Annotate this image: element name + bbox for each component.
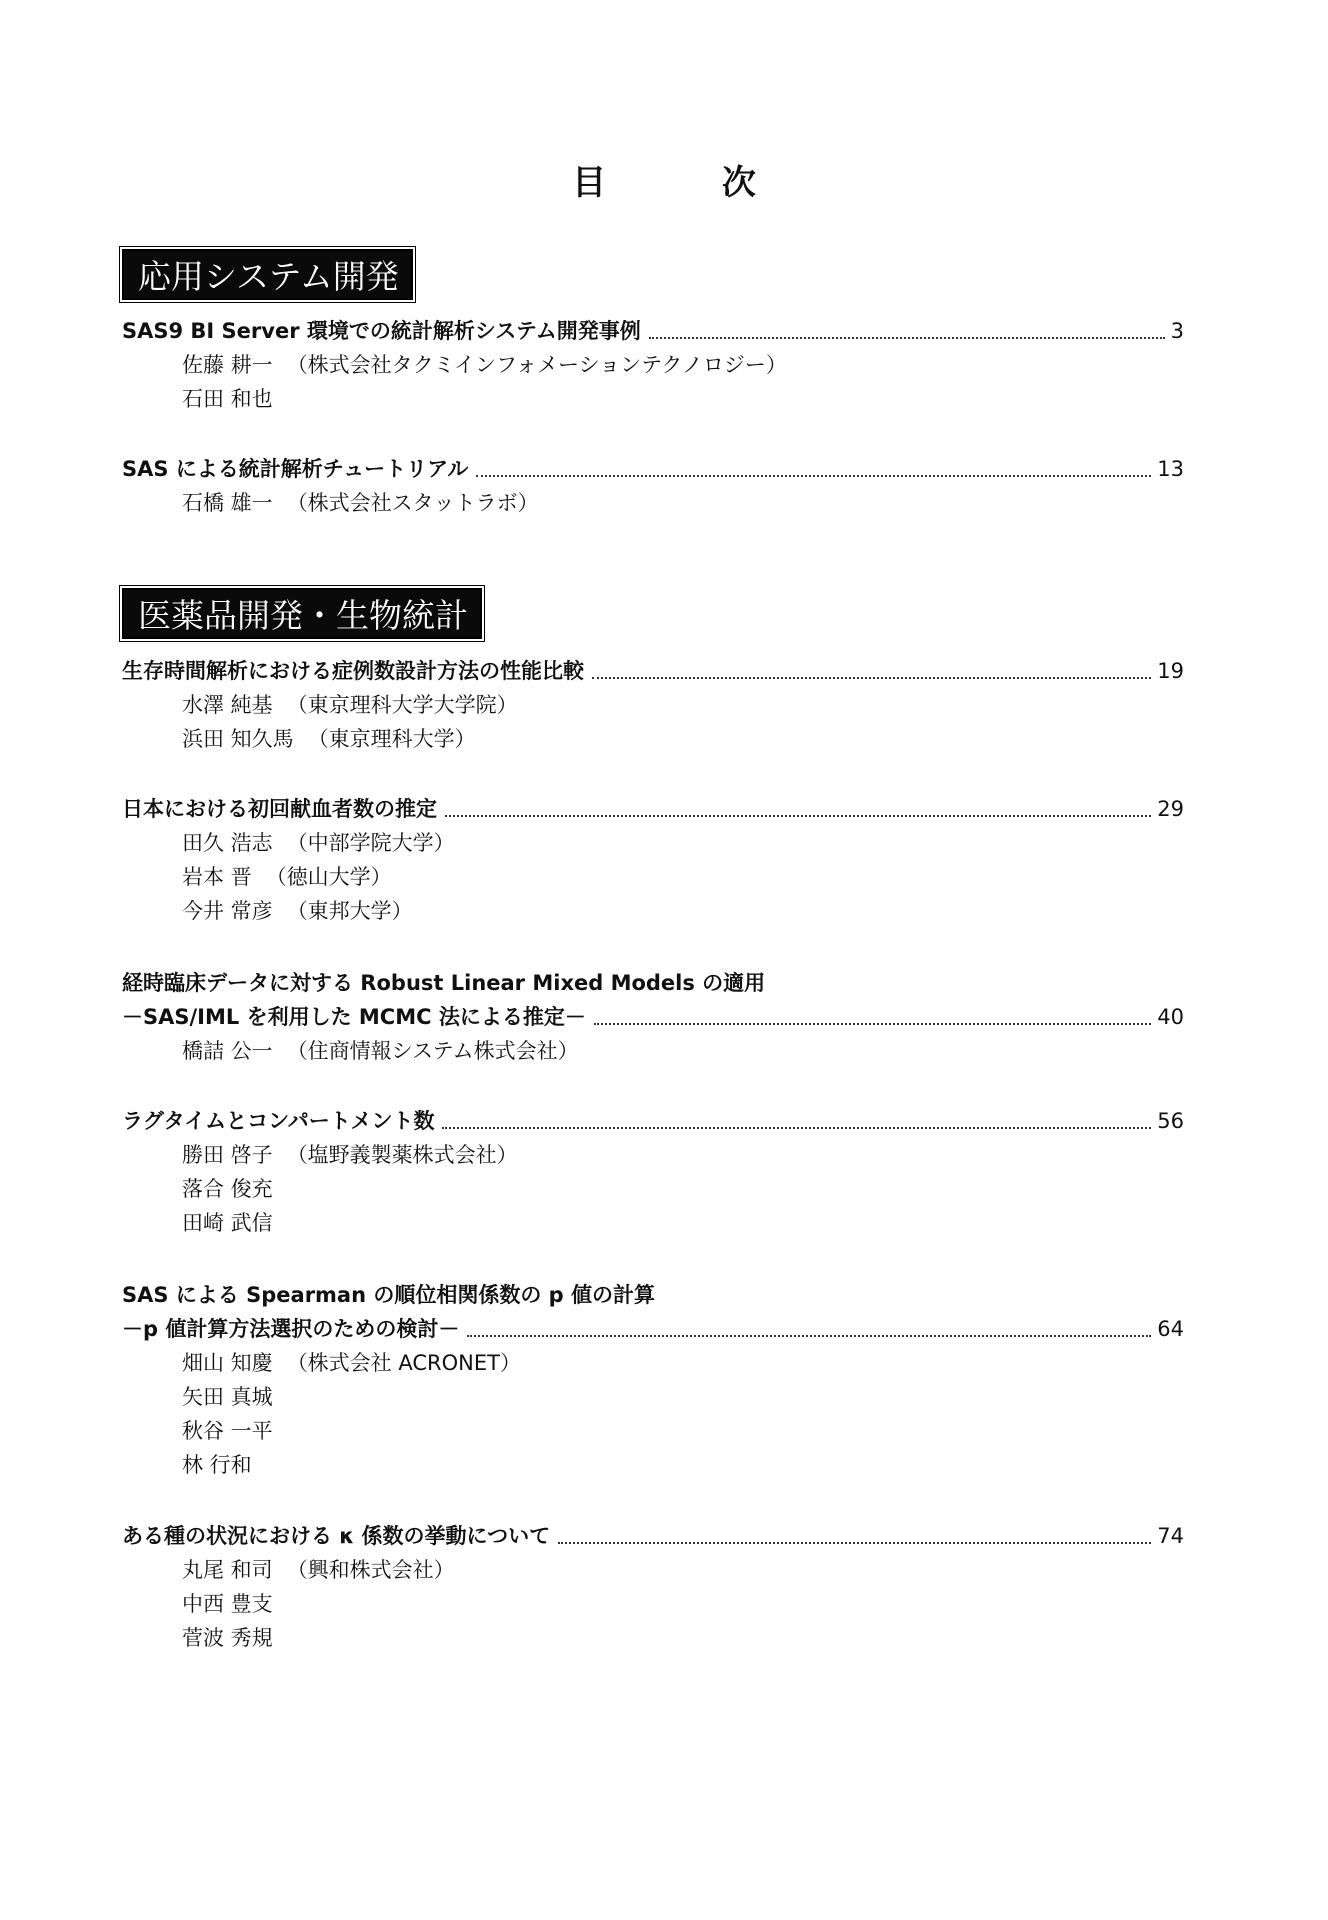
page-number[interactable]: 19 <box>1157 659 1184 683</box>
page-number[interactable]: 13 <box>1157 457 1184 481</box>
entry-title-line[interactable] <box>122 452 1184 486</box>
author-name: 今井 常彦 <box>182 899 273 923</box>
author-line <box>122 1587 1184 1621</box>
entry-title[interactable]: ラグタイムとコンパートメント数 <box>122 1109 435 1133</box>
author-line <box>122 722 1184 756</box>
entry-title-line[interactable] <box>122 314 1184 348</box>
leader-dots <box>592 675 1151 679</box>
author-name: 秋谷 一平 <box>182 1419 273 1443</box>
author-affiliation: （塩野義製薬株式会社） <box>286 1143 518 1167</box>
author-name: 田久 浩志 <box>182 831 273 855</box>
page-title: 目 次 <box>572 163 808 203</box>
author-line <box>122 1346 1184 1380</box>
entry-title-line[interactable] <box>122 1519 1184 1553</box>
author-affiliation: （東京理科大学大学院） <box>286 693 518 717</box>
author-affiliation: （東邦大学） <box>286 899 413 923</box>
author-name: 橋詰 公一 <box>182 1039 273 1063</box>
author-line <box>122 486 1184 520</box>
toc-entry[interactable] <box>122 452 1184 520</box>
author-name: 畑山 知慶 <box>182 1351 273 1375</box>
author-line <box>122 1172 1184 1206</box>
author-name: 石橋 雄一 <box>182 491 273 515</box>
author-affiliation: （住商情報システム株式会社） <box>286 1039 579 1063</box>
toc-entry[interactable] <box>122 1104 1184 1240</box>
entry-title-line[interactable] <box>122 654 1184 688</box>
author-affiliation: （中部学院大学） <box>286 831 455 855</box>
author-line <box>122 1448 1184 1482</box>
entry-subtitle-line[interactable] <box>122 1000 1184 1034</box>
toc-entry[interactable] <box>122 966 1184 1068</box>
page-number[interactable]: 29 <box>1157 797 1184 821</box>
entry-title[interactable]: SAS による統計解析チュートリアル <box>122 457 469 481</box>
toc-entry[interactable] <box>122 1519 1184 1655</box>
section-heading-application-system: 応用システム開発 <box>122 249 413 300</box>
author-line <box>122 1206 1184 1240</box>
entry-title-line[interactable] <box>122 1278 1184 1312</box>
entry-subtitle-line[interactable] <box>122 1312 1184 1346</box>
entry-title[interactable]: ある種の状況における κ 係数の挙動について <box>122 1524 551 1548</box>
leader-dots <box>442 1125 1151 1129</box>
author-line <box>122 1380 1184 1414</box>
author-affiliation: （株式会社 ACRONET） <box>286 1351 521 1375</box>
entry-title[interactable]: 経時臨床データに対する Robust Linear Mixed Models の適用 <box>122 971 766 995</box>
page-number[interactable]: 74 <box>1157 1524 1184 1548</box>
author-line <box>122 1621 1184 1655</box>
entry-title[interactable]: 生存時間解析における症例数設計方法の性能比較 <box>122 659 584 683</box>
author-line <box>122 860 1184 894</box>
leader-dots <box>594 1021 1151 1025</box>
author-name: 石田 和也 <box>182 387 273 411</box>
author-name: 田崎 武信 <box>182 1211 273 1235</box>
entry-title-line[interactable] <box>122 792 1184 826</box>
page-number[interactable]: 64 <box>1157 1317 1184 1341</box>
author-line <box>122 688 1184 722</box>
author-name: 落合 俊充 <box>182 1177 273 1201</box>
author-name: 岩本 晋 <box>182 865 252 889</box>
leader-dots <box>558 1540 1151 1544</box>
author-name: 丸尾 和司 <box>182 1558 273 1582</box>
entry-title[interactable]: SAS9 BI Server 環境での統計解析システム開発事例 <box>122 319 641 343</box>
author-name: 水澤 純基 <box>182 693 273 717</box>
author-name: 中西 豊支 <box>182 1592 273 1616</box>
entry-title-line[interactable] <box>122 1104 1184 1138</box>
author-name: 勝田 啓子 <box>182 1143 273 1167</box>
author-affiliation: （株式会社スタットラボ） <box>286 491 539 515</box>
author-line <box>122 1414 1184 1448</box>
author-name: 林 行和 <box>182 1453 252 1477</box>
page-number[interactable]: 3 <box>1170 319 1184 343</box>
entry-title-line[interactable] <box>122 966 1184 1000</box>
toc-entry[interactable] <box>122 792 1184 928</box>
author-line <box>122 348 1184 382</box>
author-affiliation: （株式会社タクミインフォメーションテクノロジー） <box>286 353 787 377</box>
leader-dots <box>467 1333 1151 1337</box>
author-name: 佐藤 耕一 <box>182 353 273 377</box>
page-number[interactable]: 56 <box>1157 1109 1184 1133</box>
entry-subtitle[interactable]: －p 値計算方法選択のための検討－ <box>122 1317 460 1341</box>
author-line <box>122 826 1184 860</box>
section-heading-drug-development: 医薬品開発・生物統計 <box>122 588 482 639</box>
author-line <box>122 894 1184 928</box>
entry-title[interactable]: SAS による Spearman の順位相関係数の p 値の計算 <box>122 1283 656 1307</box>
author-line <box>122 382 1184 416</box>
author-affiliation: （徳山大学） <box>265 865 392 889</box>
author-name: 矢田 真城 <box>182 1385 273 1409</box>
toc-entry[interactable] <box>122 654 1184 756</box>
author-line <box>122 1553 1184 1587</box>
entry-subtitle[interactable]: －SAS/IML を利用した MCMC 法による推定－ <box>122 1005 586 1029</box>
author-line <box>122 1138 1184 1172</box>
author-line <box>122 1034 1184 1068</box>
author-affiliation: （興和株式会社） <box>286 1558 455 1582</box>
author-affiliation: （東京理科大学） <box>307 727 476 751</box>
leader-dots <box>476 473 1151 477</box>
author-name: 菅波 秀規 <box>182 1626 273 1650</box>
toc-entry[interactable] <box>122 1278 1184 1482</box>
leader-dots <box>649 335 1165 339</box>
page-number[interactable]: 40 <box>1157 1005 1184 1029</box>
author-name: 浜田 知久馬 <box>182 727 294 751</box>
toc-entry[interactable] <box>122 314 1184 416</box>
leader-dots <box>445 813 1151 817</box>
entry-title[interactable]: 日本における初回献血者数の推定 <box>122 797 437 821</box>
